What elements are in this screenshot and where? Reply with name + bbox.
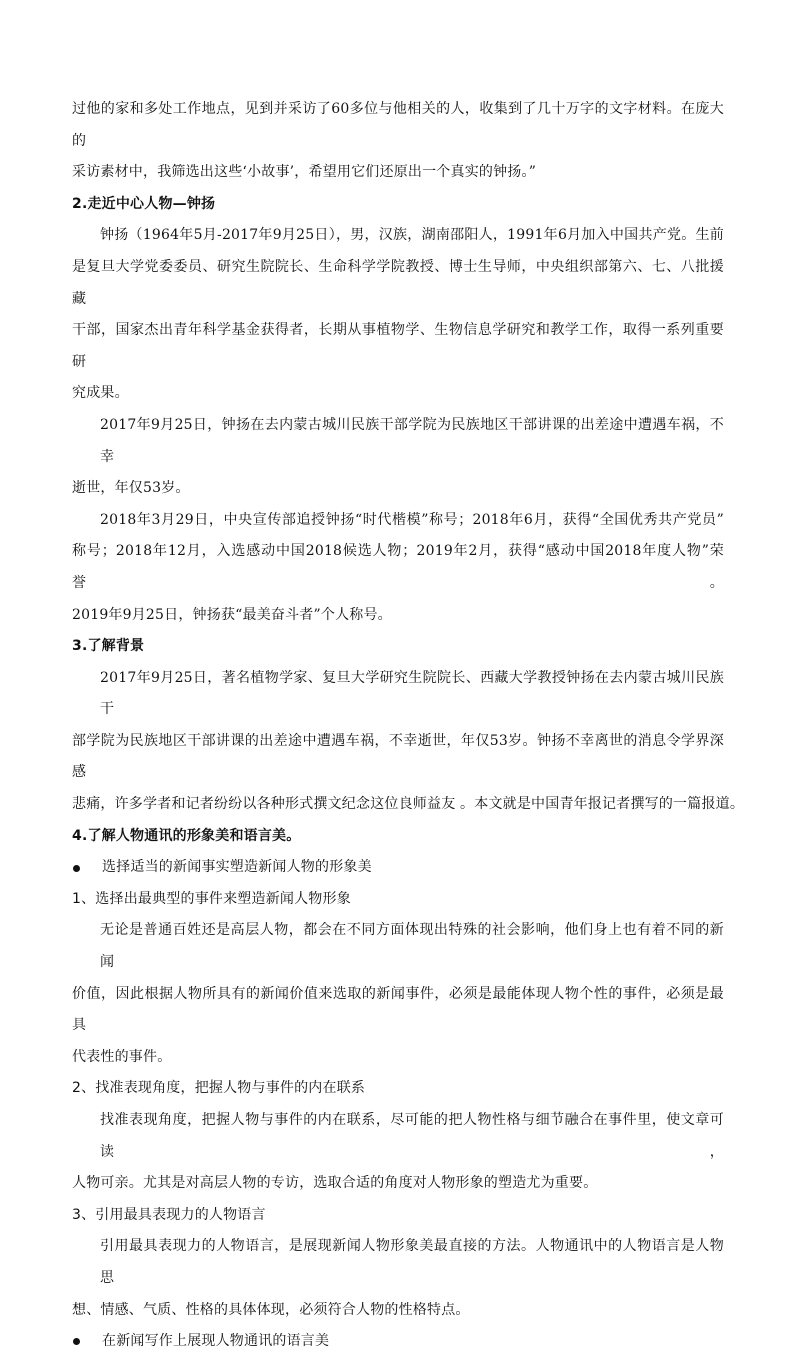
bullet-item-1-text: 选择适当的新闻事实塑造新闻人物的形象美 <box>102 859 372 876</box>
subsection-1-line-3: 代表性的事件。 <box>72 1048 172 1065</box>
bullet-item-2 <box>72 1326 724 1358</box>
intro-line-1: 过他的家和多处工作地点，见到并采访了60多位与他相关的人，收集到了几十万字的文字材料。在庞大的 <box>72 101 724 149</box>
subsection-2-line-1: 找准表现角度，把握人物与事件的内在联系，尽可能的把人物性格与细节融合在事件里，使文章可读， <box>100 1112 724 1160</box>
subsection-1-title: 1、选择出最典型的事件来塑造新闻人物形象 <box>72 890 351 907</box>
subsection-3-line-1: 引用最具表现力的人物语言，是展现新闻人物形象美最直接的方法。人物通讯中的人物语言是人物思 <box>100 1238 724 1286</box>
bullet-item-2-text: 在新闻写作上展现人物通讯的语言美 <box>102 1333 330 1350</box>
section-2-p1-line-2: 是复旦大学党委委员、研究生院院长、生命科学学院教授、博士生导师，中央组织部第六、七、八批援藏 <box>72 258 724 307</box>
section-4-heading: 4.了解人物通讯的形象美和语言美。 <box>72 827 301 844</box>
section-3-p1-line-2: 部学院为民族地区干部讲课的出差途中遭遇车祸，不幸逝世，年仅53岁。钟扬不幸离世的消息令学界深感 <box>72 732 724 781</box>
subsection-3-line-2: 想、情感、气质、性格的具体体现，必须符合人物的性格特点。 <box>72 1301 470 1318</box>
section-3-p1-line-1: 2017年9月25日，著名植物学家、复旦大学研究生院院长、西藏大学教授钟扬在去内蒙古城川民族干 <box>100 669 724 718</box>
subsection-2-line-2: 人物可亲。尤其是对高层人物的专访，选取合适的角度对人物形象的塑造尤为重要。 <box>72 1175 598 1192</box>
section-2-p2-line-2: 逝世，年仅53岁。 <box>72 480 190 497</box>
section-2-p3-line-1: 2018年3月29日，中央宣传部追授钟扬“时代楷模”称号；2018年6月，获得“全国优秀共产党员” <box>100 511 724 528</box>
bullet-dot-icon <box>73 865 80 872</box>
bullet-dot-icon <box>73 1338 80 1345</box>
subsection-1-line-1: 无论是普通百姓还是高层人物，都会在不同方面体现出特殊的社会影响，他们身上也有着不同的新闻 <box>100 922 724 971</box>
bullet-item-1 <box>72 852 724 884</box>
section-3-p1-line-3: 悲痛，许多学者和记者纷纷以各种形式撰文纪念这位良师益友 。本文就是中国青年报记者撰写的一篇报道。 <box>72 796 745 813</box>
section-2-heading: 2.走近中心人物—钟扬 <box>72 195 216 212</box>
section-2-p1-line-4: 究成果。 <box>72 385 129 402</box>
subsection-3-title: 3、引用最具表现力的人物语言 <box>72 1206 266 1223</box>
section-2-p1-line-1: 钟扬（1964年5月-2017年9月25日），男，汉族，湖南邵阳人，1991年6月加入中国共产党。生前 <box>100 227 724 244</box>
intro-line-2: 采访素材中，我筛选出这些‘小故事’，希望用它们还原出一个真实的钟扬。” <box>72 164 537 181</box>
subsection-2-title: 2、找准表现角度，把握人物与事件的内在联系 <box>72 1080 366 1097</box>
section-2-p2-line-1: 2017年9月25日，钟扬在去内蒙古城川民族干部学院为民族地区干部讲课的出差途中遭遇车祸，不幸 <box>100 416 724 465</box>
section-2-p3-line-2: 称号；2018年12月，入选感动中国2018候选人物；2019年2月，获得“感动中国2018年度人物”荣誉。 <box>72 543 724 591</box>
subsection-1-line-2: 价值，因此根据人物所具有的新闻价值来选取的新闻事件，必须是最能体现人物个性的事件，必须是最具 <box>72 985 724 1034</box>
document-page <box>72 94 745 1358</box>
section-2-p3-line-3: 2019年9月25日，钟扬获“最美奋斗者”个人称号。 <box>72 606 392 623</box>
section-2-p1-line-3: 干部，国家杰出青年科学基金获得者，长期从事植物学、生物信息学研究和教学工作，取得一系列重要研 <box>72 322 724 370</box>
section-3-heading: 3.了解背景 <box>72 638 145 655</box>
